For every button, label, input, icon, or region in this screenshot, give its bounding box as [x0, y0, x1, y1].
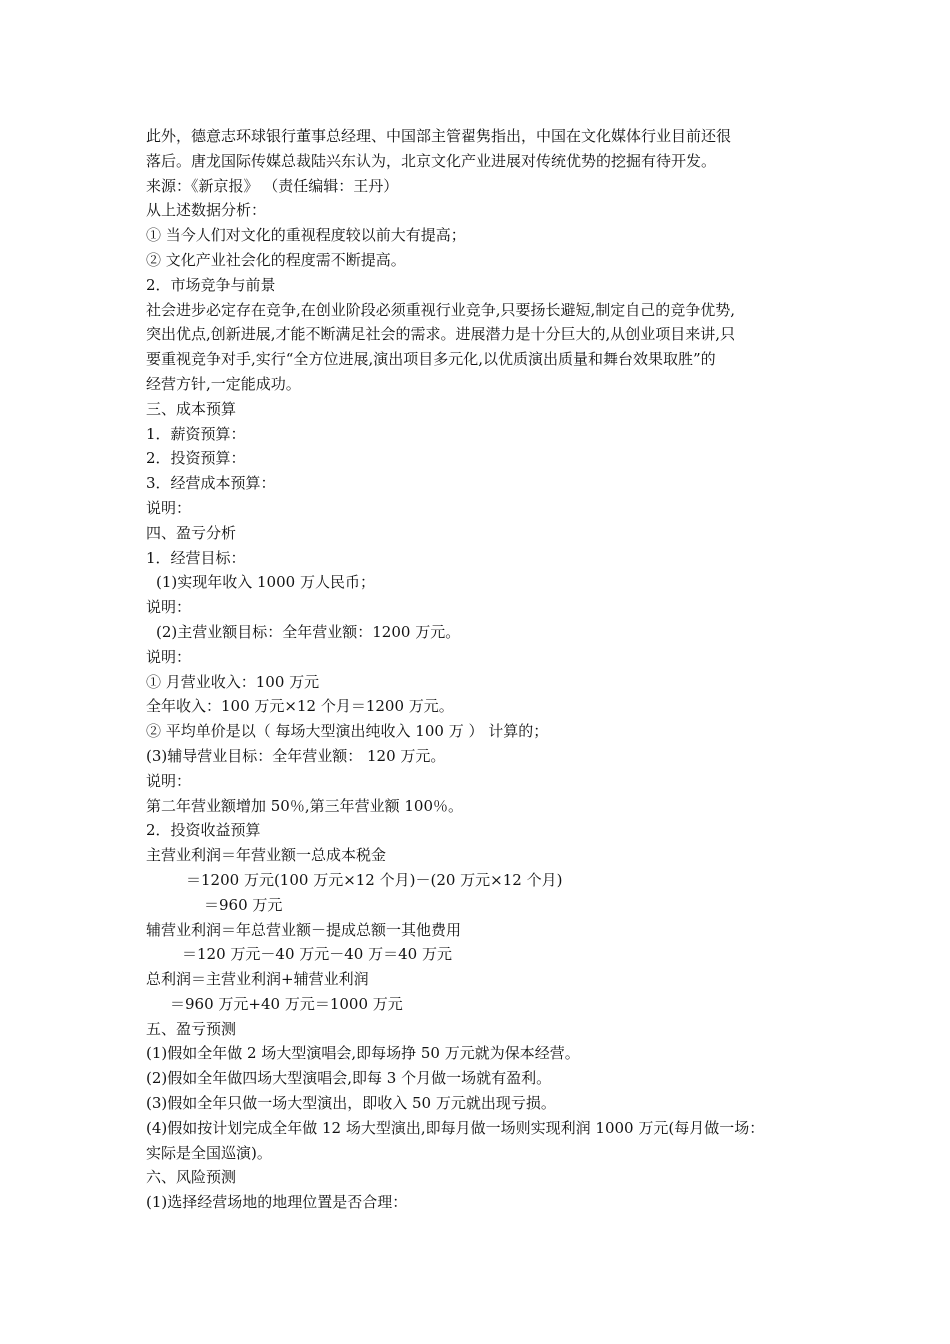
list-item: ① 当今人们对文化的重视程度较以前大有提高； [146, 226, 466, 245]
subsection-heading: 1．经营目标： [146, 548, 246, 567]
text-line: 落后。唐龙国际传媒总裁陆兴东认为，北京文化产业进展对传统优势的挖掘有待开发。 [146, 151, 717, 170]
text-line: 经营方针,一定能成功。 [146, 374, 301, 393]
list-item: (1)假如全年做 2 场大型演唱会,即每场挣 50 万元就为保本经营。 [146, 1044, 580, 1063]
text-line: 从上述数据分析： [146, 201, 267, 220]
note-label: 说明： [146, 647, 192, 666]
list-item: (1)实现年收入 1000 万人民币； [156, 573, 375, 592]
formula-line: 总利润＝主营业利润+辅营业利润 [146, 970, 369, 989]
list-item: (2)假如全年做四场大型演唱会,即每 3 个月做一场就有盈利。 [146, 1069, 552, 1088]
text-line: 全年收入：100 万元×12 个月＝1200 万元。 [146, 697, 454, 716]
section-heading: 五、盈亏预测 [146, 1019, 237, 1038]
section-heading: 2．市场竞争与前景 [146, 275, 276, 294]
list-item: ② 平均单价是以（ 每场大型演出纯收入 100 万 ） 计算的； [146, 722, 549, 741]
formula-line: 主营业利润＝年营业额一总成本税金 [146, 846, 387, 865]
text-line: 社会进步必定存在竞争,在创业阶段必须重视行业竞争,只要扬长避短,制定自己的竞争优势, [146, 300, 736, 319]
list-item: ① 月营业收入：100 万元 [146, 672, 320, 691]
section-heading: 三、成本预算 [146, 399, 237, 418]
subsection-heading: 2．投资收益预算 [146, 821, 261, 840]
formula-line: ＝960 万元+40 万元＝1000 万元 [170, 994, 403, 1013]
text-line: 第二年营业额增加 50％,第三年营业额 100％。 [146, 796, 464, 815]
subsection-heading: 1．薪资预算： [146, 424, 246, 443]
list-item: (1)选择经营场地的地理位置是否合理： [146, 1193, 408, 1212]
document-body [146, 124, 816, 1215]
formula-line: 辅营业利润＝年总营业额－提成总额一其他费用 [146, 920, 462, 939]
list-item: (2)主营业额目标：全年营业额：1200 万元。 [156, 622, 461, 641]
text-line: 突出优点,创新进展,才能不断满足社会的需求。进展潜力是十分巨大的,从创业项目来讲,只 [146, 325, 736, 344]
section-heading: 四、盈亏分析 [146, 523, 237, 542]
note-label: 说明： [146, 498, 192, 517]
subsection-heading: 3．经营成本预算： [146, 474, 276, 493]
formula-line: ＝1200 万元(100 万元×12 个月)－(20 万元×12 个月) [186, 870, 563, 889]
text-line: 此外，德意志环球银行董事总经理、中国部主管翟隽指出，中国在文化媒体行业目前还很 [146, 127, 732, 145]
subsection-heading: 2．投资预算： [146, 449, 246, 468]
note-label: 说明： [146, 598, 192, 617]
note-label: 说明： [146, 771, 192, 790]
list-item: (3)假如全年只做一场大型演出，即收入 50 万元就出现亏损。 [146, 1094, 556, 1113]
list-item: (4)假如按计划完成全年做 12 场大型演出,即每月做一场则实现利润 1000 万元(每月做一场： [146, 1118, 765, 1137]
source-line: 来源：《新京报》 （责任编辑：王丹） [146, 176, 399, 195]
formula-line: ＝960 万元 [204, 895, 283, 914]
section-heading: 六、风险预测 [146, 1168, 237, 1187]
list-item: 实际是全国巡演)。 [146, 1143, 272, 1162]
formula-line: ＝120 万元－40 万元－40 万＝40 万元 [182, 945, 452, 964]
list-item: ② 文化产业社会化的程度需不断提高。 [146, 250, 406, 269]
list-item: (3)辅导营业目标：全年营业额： 120 万元。 [146, 746, 446, 765]
text-line: 要重视竞争对手,实行“全方位进展,演出项目多元化,以优质演出质量和舞台效果取胜”的 [146, 350, 716, 369]
